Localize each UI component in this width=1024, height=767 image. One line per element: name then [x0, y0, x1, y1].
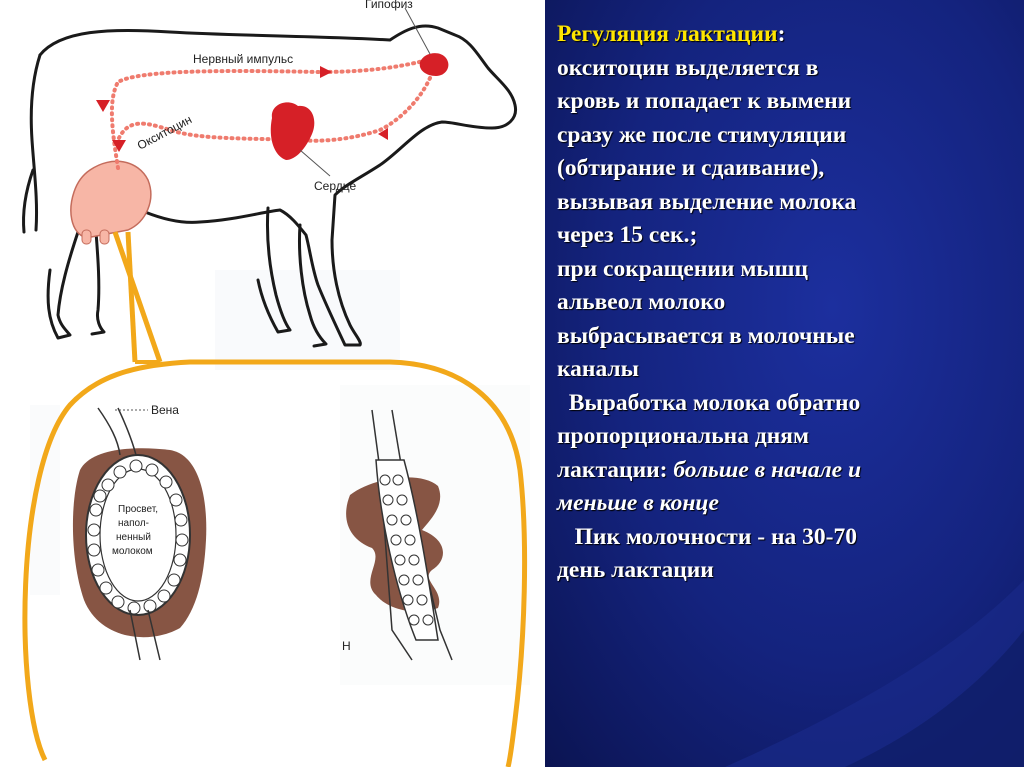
body-line-9: выбрасывается в молочные [557, 322, 855, 349]
signal-paths [112, 60, 430, 168]
title-line [557, 18, 1007, 52]
title-colon: : [777, 21, 786, 47]
label-nerve-impulse: Нервный импульс [193, 52, 294, 66]
label-h-mark: Н [342, 639, 351, 653]
label-lumen-3: ненный [116, 532, 151, 543]
label-pituitary: Гипофиз [365, 0, 413, 11]
para2-line-3-italic: больше в начале и [673, 456, 862, 483]
label-heart: Сердце [314, 179, 357, 193]
body-line-6: через 15 сек.; [557, 222, 698, 248]
label-vein: Вена [151, 403, 179, 417]
para3-line-2: день лактации [557, 557, 714, 583]
label-lumen-2: напол- [118, 518, 150, 529]
pituitary-organ [405, 8, 448, 76]
body-line-4: (обтирание и сдаивание), [557, 155, 825, 181]
label-lumen-1: Просвет, [118, 504, 158, 515]
para2-line-3 [557, 454, 1007, 488]
label-lumen-4: молоком [112, 546, 153, 557]
body-line-3: сразу же после стимуляции [557, 121, 847, 148]
body-line-10: каналы [557, 356, 639, 382]
para2-line-2: пропорциональна дням [557, 423, 809, 449]
lactation-text [557, 18, 1007, 588]
udder [71, 161, 151, 244]
body-line-8: альвеол молоко [557, 289, 726, 315]
title: Регуляция лактации [557, 21, 778, 47]
label-oxytocin: Окситоцин [134, 112, 195, 153]
para2-line-4: меньше в конце [557, 490, 719, 516]
body-line-2: кровь и попадает к вымени [557, 88, 852, 114]
para2-line-3-normal: лактации: [557, 456, 674, 483]
para3-line-1: Пик молочности - на 30-70 [557, 523, 857, 550]
panel-accent [545, 560, 1024, 767]
body-line-7: при сокращении мышц [557, 255, 809, 282]
body-line-1: окситоцин выделяется в [557, 54, 819, 81]
para2-line-1: Выработка молока обратно [557, 389, 861, 416]
body-line-5: вызывая выделение молока [557, 188, 857, 215]
